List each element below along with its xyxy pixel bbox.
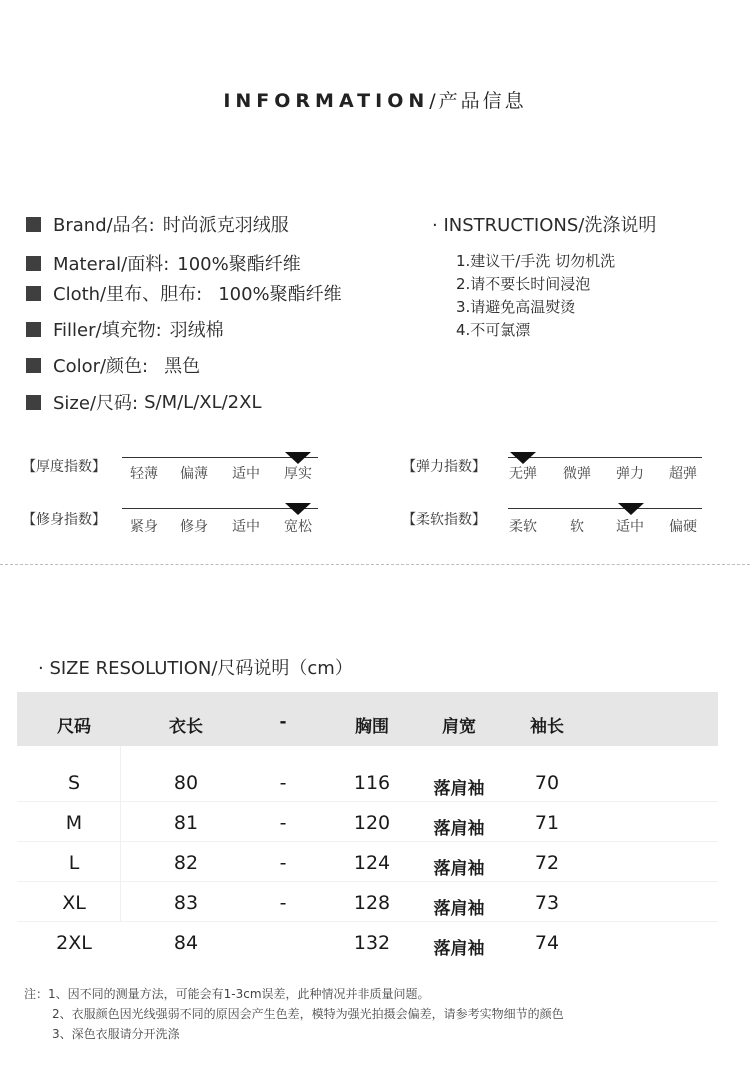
table-cell: 83 <box>173 892 199 914</box>
info-label: Materal/面料: <box>53 254 170 275</box>
table-header-cell: 胸围 <box>355 717 389 737</box>
scale-option: 厚实 <box>284 466 312 482</box>
table-cell: 80 <box>173 772 199 794</box>
section-divider <box>0 564 750 565</box>
info-brand <box>26 213 289 235</box>
bullet-square-icon <box>26 395 41 410</box>
table-cell: 74 <box>534 932 560 954</box>
scale-option: 适中 <box>232 519 260 535</box>
info-value: 100%聚酯纤维 <box>218 284 342 305</box>
table-cell: 124 <box>353 852 391 874</box>
info-label: Cloth/里布、胆布: <box>53 284 203 305</box>
page-title <box>0 86 750 113</box>
table-column-divider <box>120 746 121 921</box>
table-header-cell: 衣长 <box>169 717 203 737</box>
bullet-square-icon <box>26 256 41 271</box>
scale-option: 偏硬 <box>669 519 697 535</box>
scale-marker-icon <box>618 503 644 515</box>
scale-option: 宽松 <box>284 519 312 535</box>
info-value: 羽绒棉 <box>169 320 224 341</box>
table-row-divider <box>17 841 718 842</box>
scale-option: 无弹 <box>509 466 537 482</box>
table-cell: 2XL <box>56 932 92 954</box>
table-cell: 81 <box>173 812 199 834</box>
table-cell: - <box>279 892 287 914</box>
instruction-item: 3.请避免高温熨烫 <box>456 298 576 316</box>
instruction-item: 2.请不要长时间浸泡 <box>456 275 591 293</box>
table-cell: 132 <box>353 932 391 954</box>
size-section-title: · SIZE RESOLUTION/尺码说明（cm） <box>38 658 353 679</box>
info-value: 100%聚酯纤维 <box>177 254 301 275</box>
scale-option: 超弹 <box>669 466 697 482</box>
table-cell: 落肩袖 <box>433 899 485 919</box>
table-cell: - <box>279 772 287 794</box>
table-header-cell: 肩宽 <box>442 717 476 737</box>
bullet-square-icon <box>26 217 41 232</box>
table-cell: 82 <box>173 852 199 874</box>
table-cell: M <box>65 812 83 834</box>
bullet-square-icon <box>26 286 41 301</box>
table-cell: 70 <box>534 772 560 794</box>
table-row-divider <box>17 801 718 802</box>
info-filler <box>26 318 224 340</box>
info-value: 时尚派克羽绒服 <box>162 215 289 236</box>
table-cell: L <box>68 852 80 874</box>
info-label: Filler/填充物: <box>53 320 162 341</box>
scale-option: 柔软 <box>509 519 537 535</box>
scale-label-fit: 【修身指数】 <box>22 512 106 528</box>
scale-line <box>508 508 702 509</box>
table-header-cell: 尺码 <box>57 717 91 737</box>
note-line: 注：1、因不同的测量方法，可能会有1-3cm误差，此种情况并非质量问题。 <box>24 987 430 1001</box>
table-row-divider <box>17 881 718 882</box>
info-cloth <box>26 282 342 304</box>
scale-label-elasticity: 【弹力指数】 <box>402 459 486 475</box>
table-cell: 落肩袖 <box>433 939 485 959</box>
scale-marker-icon <box>285 503 311 515</box>
title-cn: /产品信息 <box>429 90 527 112</box>
table-cell: 120 <box>353 812 391 834</box>
info-label: Color/颜色: <box>53 356 149 377</box>
scale-option: 修身 <box>180 519 208 535</box>
info-value: 黑色 <box>164 356 201 377</box>
scale-line <box>508 457 702 458</box>
info-label: Size/尺码: <box>53 393 139 414</box>
info-value: S/M/L/XL/2XL <box>144 391 262 413</box>
scale-option: 弹力 <box>616 466 644 482</box>
table-cell: 84 <box>173 932 199 954</box>
scale-option: 软 <box>570 519 584 535</box>
bullet-square-icon <box>26 322 41 337</box>
info-size <box>26 391 262 413</box>
info-material <box>26 252 301 274</box>
scale-label-softness: 【柔软指数】 <box>402 512 486 528</box>
scale-option: 轻薄 <box>130 466 158 482</box>
instructions-title: · INSTRUCTIONS/洗涤说明 <box>432 215 657 236</box>
note-line: 3、深色衣服请分开洗涤 <box>52 1027 180 1041</box>
table-row-divider <box>17 921 718 922</box>
bullet-square-icon <box>26 358 41 373</box>
instruction-item: 1.建议干/手洗 切勿机洗 <box>456 252 616 270</box>
table-cell: - <box>279 812 287 834</box>
table-header-cell: - <box>279 712 287 732</box>
info-color <box>26 354 200 376</box>
scale-option: 适中 <box>232 466 260 482</box>
scale-option: 适中 <box>616 519 644 535</box>
table-cell: - <box>279 852 287 874</box>
table-cell: 落肩袖 <box>433 859 485 879</box>
table-cell: 71 <box>534 812 560 834</box>
title-en: INFORMATION <box>223 90 430 112</box>
note-line: 2、衣服颜色因光线强弱不同的原因会产生色差，模特为强光拍摄会偏差，请参考实物细节的颜色 <box>52 1007 564 1021</box>
table-cell: 116 <box>353 772 391 794</box>
table-cell: 落肩袖 <box>433 819 485 839</box>
instruction-item: 4.不可氯漂 <box>456 321 531 339</box>
scale-option: 偏薄 <box>180 466 208 482</box>
table-cell: S <box>67 772 81 794</box>
table-header-cell: 袖长 <box>530 717 564 737</box>
table-cell: 128 <box>353 892 391 914</box>
table-cell: XL <box>62 892 86 914</box>
scale-label-thickness: 【厚度指数】 <box>22 459 106 475</box>
scale-option: 紧身 <box>130 519 158 535</box>
table-cell: 72 <box>534 852 560 874</box>
table-cell: 73 <box>534 892 560 914</box>
info-label: Brand/品名: <box>53 215 155 236</box>
table-cell: 落肩袖 <box>433 779 485 799</box>
scale-option: 微弹 <box>563 466 591 482</box>
